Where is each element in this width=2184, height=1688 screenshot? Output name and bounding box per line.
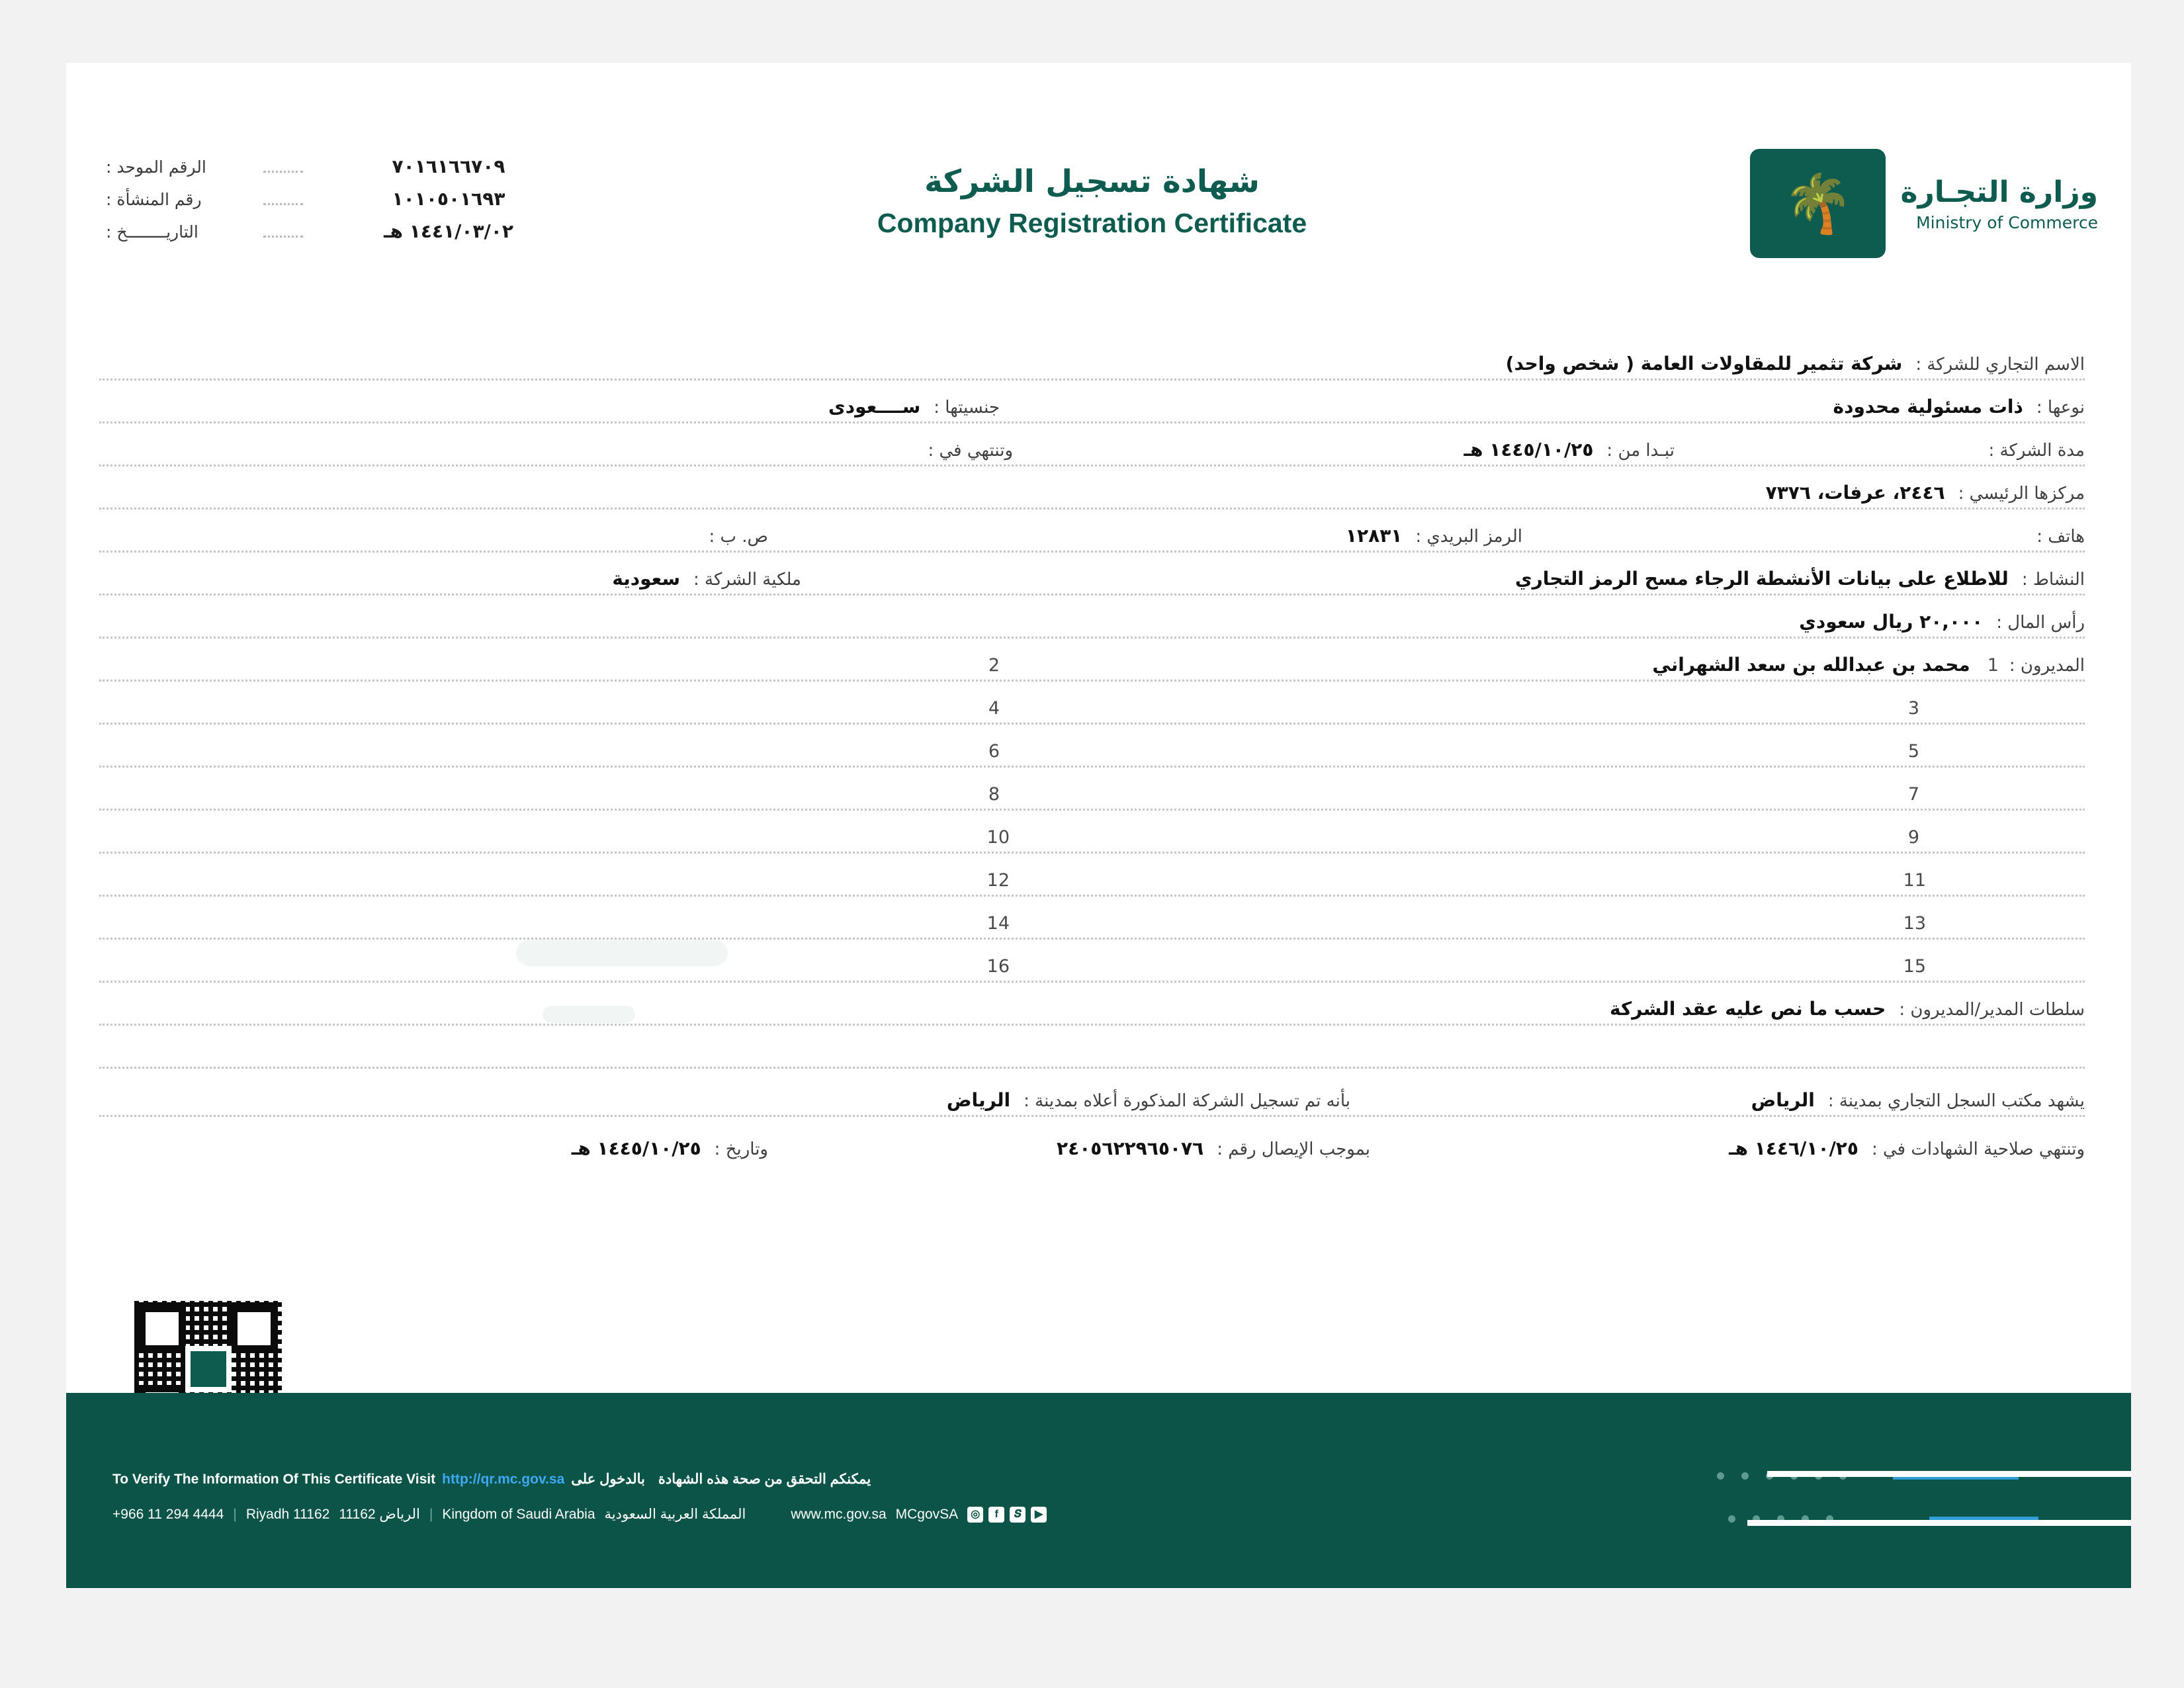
manager-index-6: 6 (988, 741, 1000, 762)
managers-label: المديرون : (2009, 656, 2085, 676)
manager-index-10: 10 (986, 827, 1010, 848)
manager-index-8: 8 (988, 784, 1000, 805)
headquarters-value: ٢٤٤٦، عرفات، ٧٣٧٦ (1765, 482, 1945, 504)
date-value: ١٤٤١/٠٣/٠٢ هـ (384, 220, 513, 242)
manager-index-16: 16 (986, 956, 1010, 977)
manager-index-7: 7 (1907, 784, 1919, 805)
page-margin-bottom (0, 1589, 2184, 1688)
meta-row-entity-number (106, 188, 589, 210)
verify-text-ar: يمكنكم التحقق من صحة هذه الشهادة (658, 1472, 871, 1487)
page-margin-top (0, 0, 2184, 63)
field-row-duration (99, 423, 2085, 466)
po-box-label: ص. ب : (709, 527, 768, 547)
nationality-label: جنسيتها : (934, 398, 1000, 418)
field-row-contact (99, 510, 2085, 553)
receipt-label: بموجب الإيصال رقم : (1217, 1139, 1370, 1159)
entity-number-value: ١٠١٠٥٠١٦٩٣ (392, 188, 505, 210)
dot-leader (263, 224, 303, 238)
receipt-date-value: ١٤٤٥/١٠/٢٥ هـ (571, 1137, 701, 1159)
field-row-authority (99, 983, 2085, 1026)
verify-url-link[interactable]: http://qr.mc.gov.sa (442, 1472, 565, 1487)
field-row-managers-3 (99, 725, 2085, 768)
activity-label: النشاط : (2021, 570, 2085, 590)
certificate-footer (66, 1393, 2131, 1588)
ministry-name-ar: وزارة التجـارة (1900, 175, 2098, 209)
manager-index-4: 4 (988, 698, 1000, 719)
authority-label: سلطات المدير/المديرون : (1899, 1000, 2085, 1020)
manager-index-12: 12 (986, 870, 1010, 891)
capital-label: رأس المال : (1996, 613, 2085, 633)
manager-index-5: 5 (1907, 741, 1919, 762)
field-row-managers-7 (99, 897, 2085, 940)
footer-website[interactable]: www.mc.gov.sa (791, 1506, 887, 1522)
type-value: ذات مسئولية محدودة (1833, 396, 2023, 418)
instagram-icon[interactable]: ◎ (967, 1507, 983, 1523)
footer-decoration (1172, 1393, 2131, 1588)
field-row-attestation-office (99, 1069, 2085, 1117)
manager-index-11: 11 (1903, 870, 1926, 891)
validity-label: وتنتهي صلاحية الشهادات في : (1871, 1139, 2085, 1159)
date-label: التاريــــــــخ : (106, 222, 198, 242)
validity-value: ١٤٤٦/١٠/٢٥ هـ (1729, 1137, 1858, 1159)
field-row-managers-2 (99, 682, 2085, 725)
meta-row-unified-number (106, 155, 589, 177)
field-row-managers-5 (99, 811, 2085, 854)
dot-leader (263, 191, 303, 205)
entity-number-label: رقم المنشأة : (106, 190, 202, 209)
field-row-managers-1 (99, 639, 2085, 682)
receipt-value: ٢٤٠٥٦٢٢٩٦٥٠٧٦ (1057, 1137, 1204, 1159)
certificate-fields (99, 337, 2085, 1163)
field-row-managers-4 (99, 768, 2085, 811)
manager-index-2: 2 (988, 655, 1000, 676)
footer-city-en: Riyadh 11162 (245, 1506, 330, 1522)
attestation-registered-value: الرياض (946, 1089, 1011, 1111)
company-name-value: شركة تثمير للمقاولات العامة ( شخص واحد) (1505, 353, 1903, 375)
duration-end-label: وتنتهي في : (928, 441, 1013, 461)
certificate-meta (106, 155, 589, 253)
field-row-activity (99, 553, 2085, 596)
duration-label: مدة الشركة : (1988, 441, 2085, 461)
footer-country-ar: المملكة العربية السعودية (604, 1507, 746, 1522)
field-row-attestation-validity (99, 1117, 2085, 1163)
ministry-name-en: Ministry of Commerce (1916, 212, 2098, 232)
footer-bar-white-2 (1747, 1520, 2131, 1526)
divider: | (233, 1506, 237, 1522)
postal-code-value: ١٢٨٣١ (1345, 525, 1403, 547)
duration-start-label: تبـدا من : (1606, 441, 1675, 461)
field-row-managers-6 (99, 854, 2085, 897)
footer-country-en: Kingdom of Saudi Arabia (442, 1506, 595, 1522)
footer-dot (1741, 1472, 1749, 1480)
activity-value: للاطلاع على بيانات الأنشطة الرجاء مسح الرمز التجاري (1514, 568, 2009, 590)
manager-index-15: 15 (1903, 956, 1926, 977)
manager-index-14: 14 (986, 913, 1010, 934)
manager-index-9: 9 (1907, 827, 1919, 848)
twitter-icon[interactable]: 𝑺 (1010, 1507, 1026, 1523)
field-row-managers-8 (99, 940, 2085, 983)
dot-leader (263, 159, 303, 173)
footer-city-ar: الرياض 11162 (339, 1507, 420, 1522)
meta-row-date (106, 220, 589, 242)
divider: | (429, 1506, 433, 1522)
manager-index-13: 13 (1903, 913, 1926, 934)
youtube-icon[interactable]: ▶ (1031, 1507, 1047, 1523)
ownership-value: سعودية (612, 568, 681, 590)
qr-finder-top-right (230, 1305, 278, 1353)
receipt-date-label: وتاريخ : (714, 1139, 768, 1159)
footer-info (112, 1471, 1051, 1523)
ownership-label: ملكية الشركة : (693, 570, 801, 590)
verify-text-en: To Verify The Information Of This Certificate Visit (112, 1472, 436, 1487)
social-icons (967, 1507, 1047, 1523)
verify-line (112, 1471, 1051, 1488)
capital-value: ٢٠,٠٠٠ ريال سعودي (1799, 611, 1984, 633)
facebook-icon[interactable]: f (988, 1507, 1004, 1523)
verify-text-ar-prefix: بالدخول على (571, 1472, 645, 1487)
headquarters-label: مركزها الرئيسي : (1958, 484, 2085, 504)
footer-handle: MCgovSA (895, 1506, 959, 1522)
duration-start-value: ١٤٤٥/١٠/٢٥ هـ (1463, 439, 1594, 461)
field-row-type (99, 380, 2085, 423)
authority-value: حسب ما نص عليه عقد الشركة (1610, 998, 1886, 1020)
manager-index-1: 1 (1987, 655, 1999, 676)
footer-bar-white-1 (1767, 1471, 2131, 1477)
company-name-label: الاسم التجاري للشركة : (1915, 355, 2085, 375)
attestation-office-label: يشهد مكتب السجل التجاري بمدينة : (1827, 1091, 2085, 1111)
attestation-registered-label: بأنه تم تسجيل الشركة المذكورة أعلاه بمدينة : (1024, 1091, 1350, 1111)
type-label: نوعها : (2036, 398, 2085, 418)
footer-dot (1728, 1515, 1735, 1523)
page-title-ar: شهادة تسجيل الشركة (924, 163, 1260, 200)
field-row-company-name (99, 337, 2085, 380)
field-row-blank (99, 1026, 2085, 1069)
postal-code-label: الرمز البريدي : (1415, 527, 1522, 547)
footer-dot (1717, 1472, 1724, 1480)
nationality-value: ســــعودى (828, 396, 921, 418)
footer-phone: +966 11 294 4444 (112, 1506, 224, 1522)
manager-index-3: 3 (1907, 698, 1919, 719)
page-title-en: Company Registration Certificate (877, 208, 1307, 238)
unified-number-value: ٧٠١٦١٦٦٧٠٩ (392, 155, 505, 177)
unified-number-label: الرقم الموحد : (106, 157, 206, 177)
contact-line (112, 1506, 1051, 1523)
manager-name-1: محمد بن عبدالله بن سعد الشهراني (1652, 654, 1970, 676)
qr-finder-top-left (138, 1305, 186, 1353)
phone-label: هاتف : (2036, 527, 2085, 547)
field-row-capital (99, 596, 2085, 639)
attestation-office-value: الرياض (1751, 1089, 1815, 1111)
palm-swords-icon: 🌴 (1782, 170, 1854, 237)
field-row-headquarters (99, 466, 2085, 510)
